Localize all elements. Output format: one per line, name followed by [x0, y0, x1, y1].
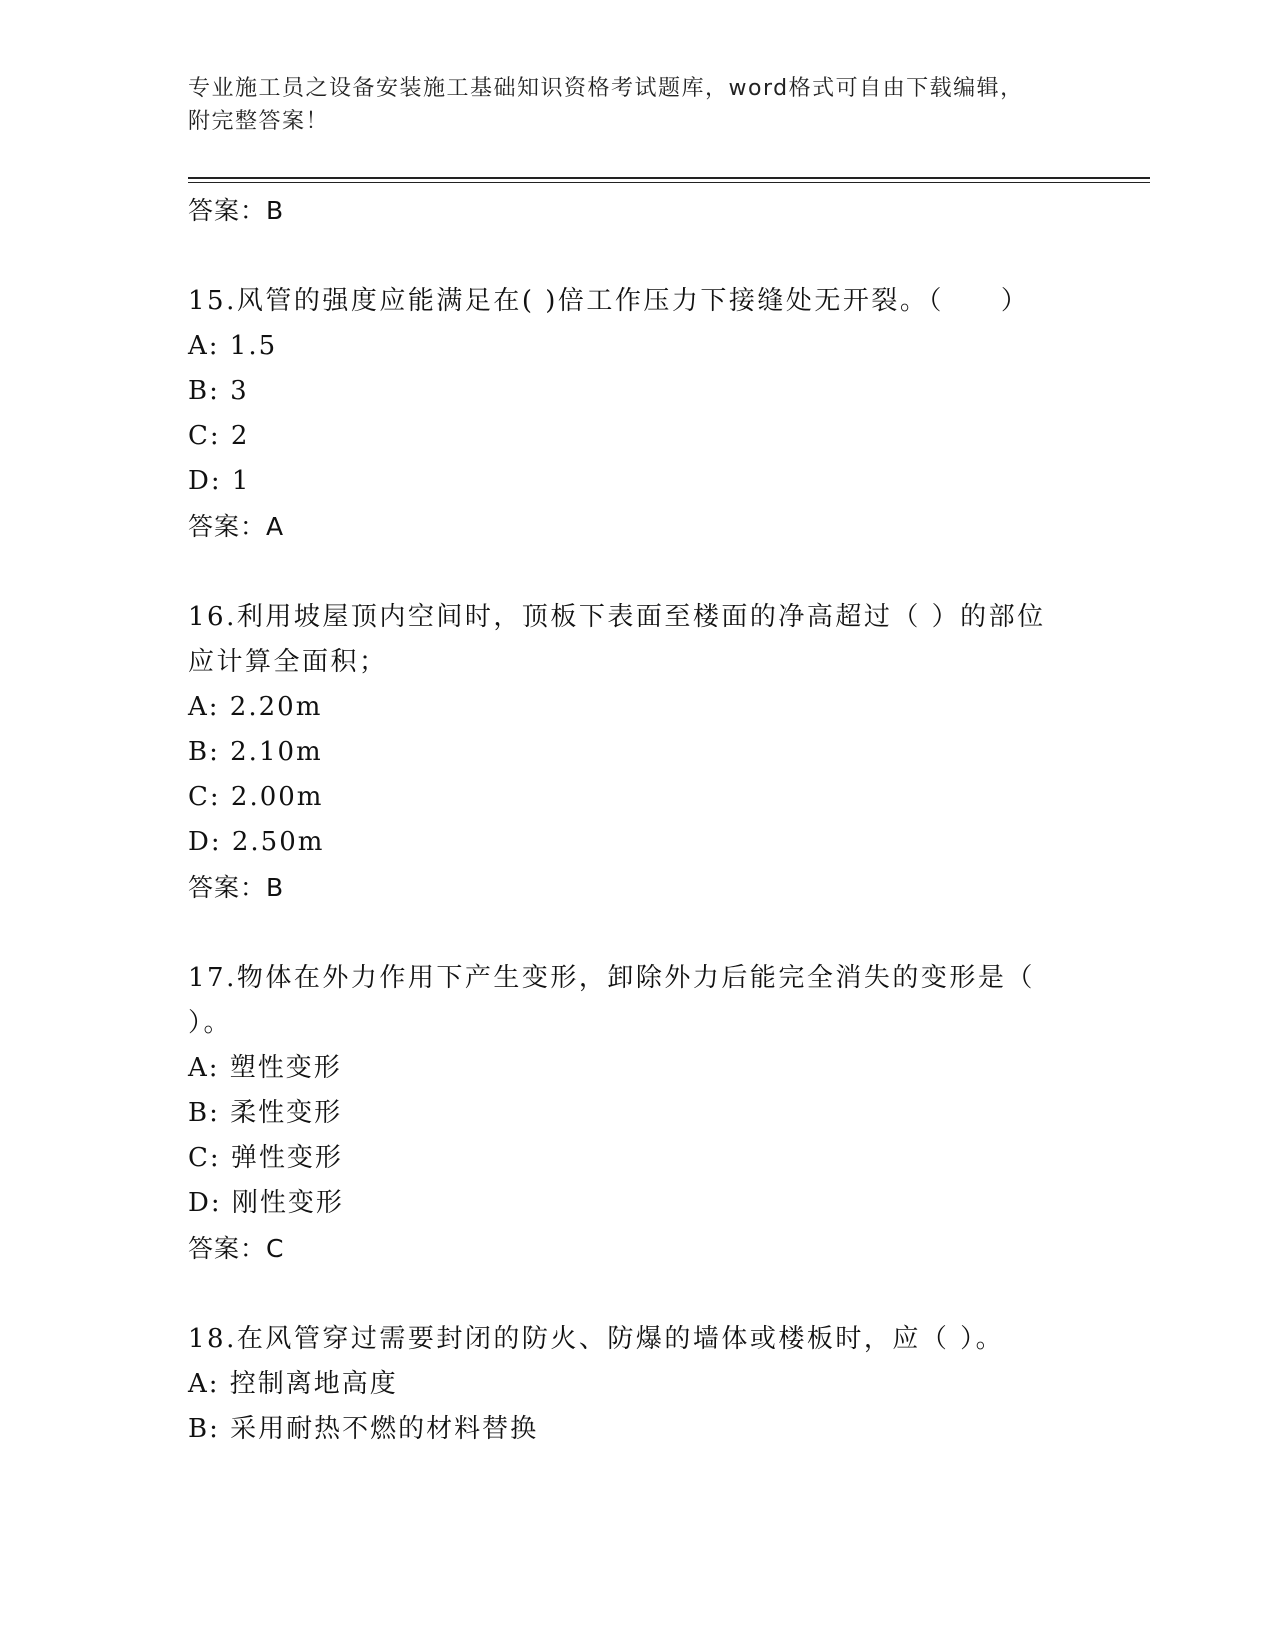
option-b: B: 3: [188, 376, 249, 406]
option-d: D: 刚性变形: [188, 1188, 344, 1218]
option-d: D: 2.50m: [188, 827, 325, 857]
spacer: [188, 233, 1088, 279]
option-c: C: 2: [188, 421, 250, 451]
option-a: A: 2.20m: [188, 692, 323, 722]
option-c: C: 2.00m: [188, 782, 324, 812]
question-stem: 15.风管的强度应能满足在( )倍工作压力下接缝处无开裂。（ ）: [188, 286, 1030, 316]
header-line-2: 附完整答案！: [188, 109, 330, 134]
answer-line: 答案：A: [188, 512, 285, 541]
option-a: A: 塑性变形: [188, 1053, 342, 1083]
option-b: B: 柔性变形: [188, 1098, 343, 1128]
header-divider: [188, 177, 1150, 179]
question-block: [188, 595, 1088, 910]
answer-line: 答案：B: [188, 873, 285, 902]
document-header: [188, 72, 1068, 138]
question-block: [188, 279, 1088, 549]
option-b: B: 采用耐热不燃的材料替换: [188, 1414, 539, 1444]
header-line-1: 专业施工员之设备安装施工基础知识资格考试题库，word格式可自由下载编辑，: [188, 76, 1024, 101]
spacer: [188, 910, 1088, 956]
option-a: A: 1.5: [188, 331, 278, 361]
answer-line: 答案：C: [188, 1234, 285, 1263]
question-block: [188, 956, 1088, 1271]
answer-line: 答案：B: [188, 196, 285, 225]
question-stem: 17.物体在外力作用下产生变形，卸除外力后能完全消失的变形是（ ）。: [188, 963, 1035, 1038]
spacer: [188, 1271, 1088, 1317]
question-stem: 16.利用坡屋顶内空间时，顶板下表面至楼面的净高超过（ ）的部位应计算全面积；: [188, 602, 1046, 677]
question-stem: 18.在风管穿过需要封闭的防火、防爆的墙体或楼板时，应（ ）。: [188, 1324, 1005, 1354]
question-block: [188, 1317, 1088, 1452]
option-d: D: 1: [188, 466, 251, 496]
option-c: C: 弹性变形: [188, 1143, 343, 1173]
header-divider-thin: [188, 182, 1150, 183]
option-a: A: 控制离地高度: [188, 1369, 398, 1399]
spacer: [188, 549, 1088, 595]
option-b: B: 2.10m: [188, 737, 323, 767]
question-list: [188, 188, 1088, 1452]
